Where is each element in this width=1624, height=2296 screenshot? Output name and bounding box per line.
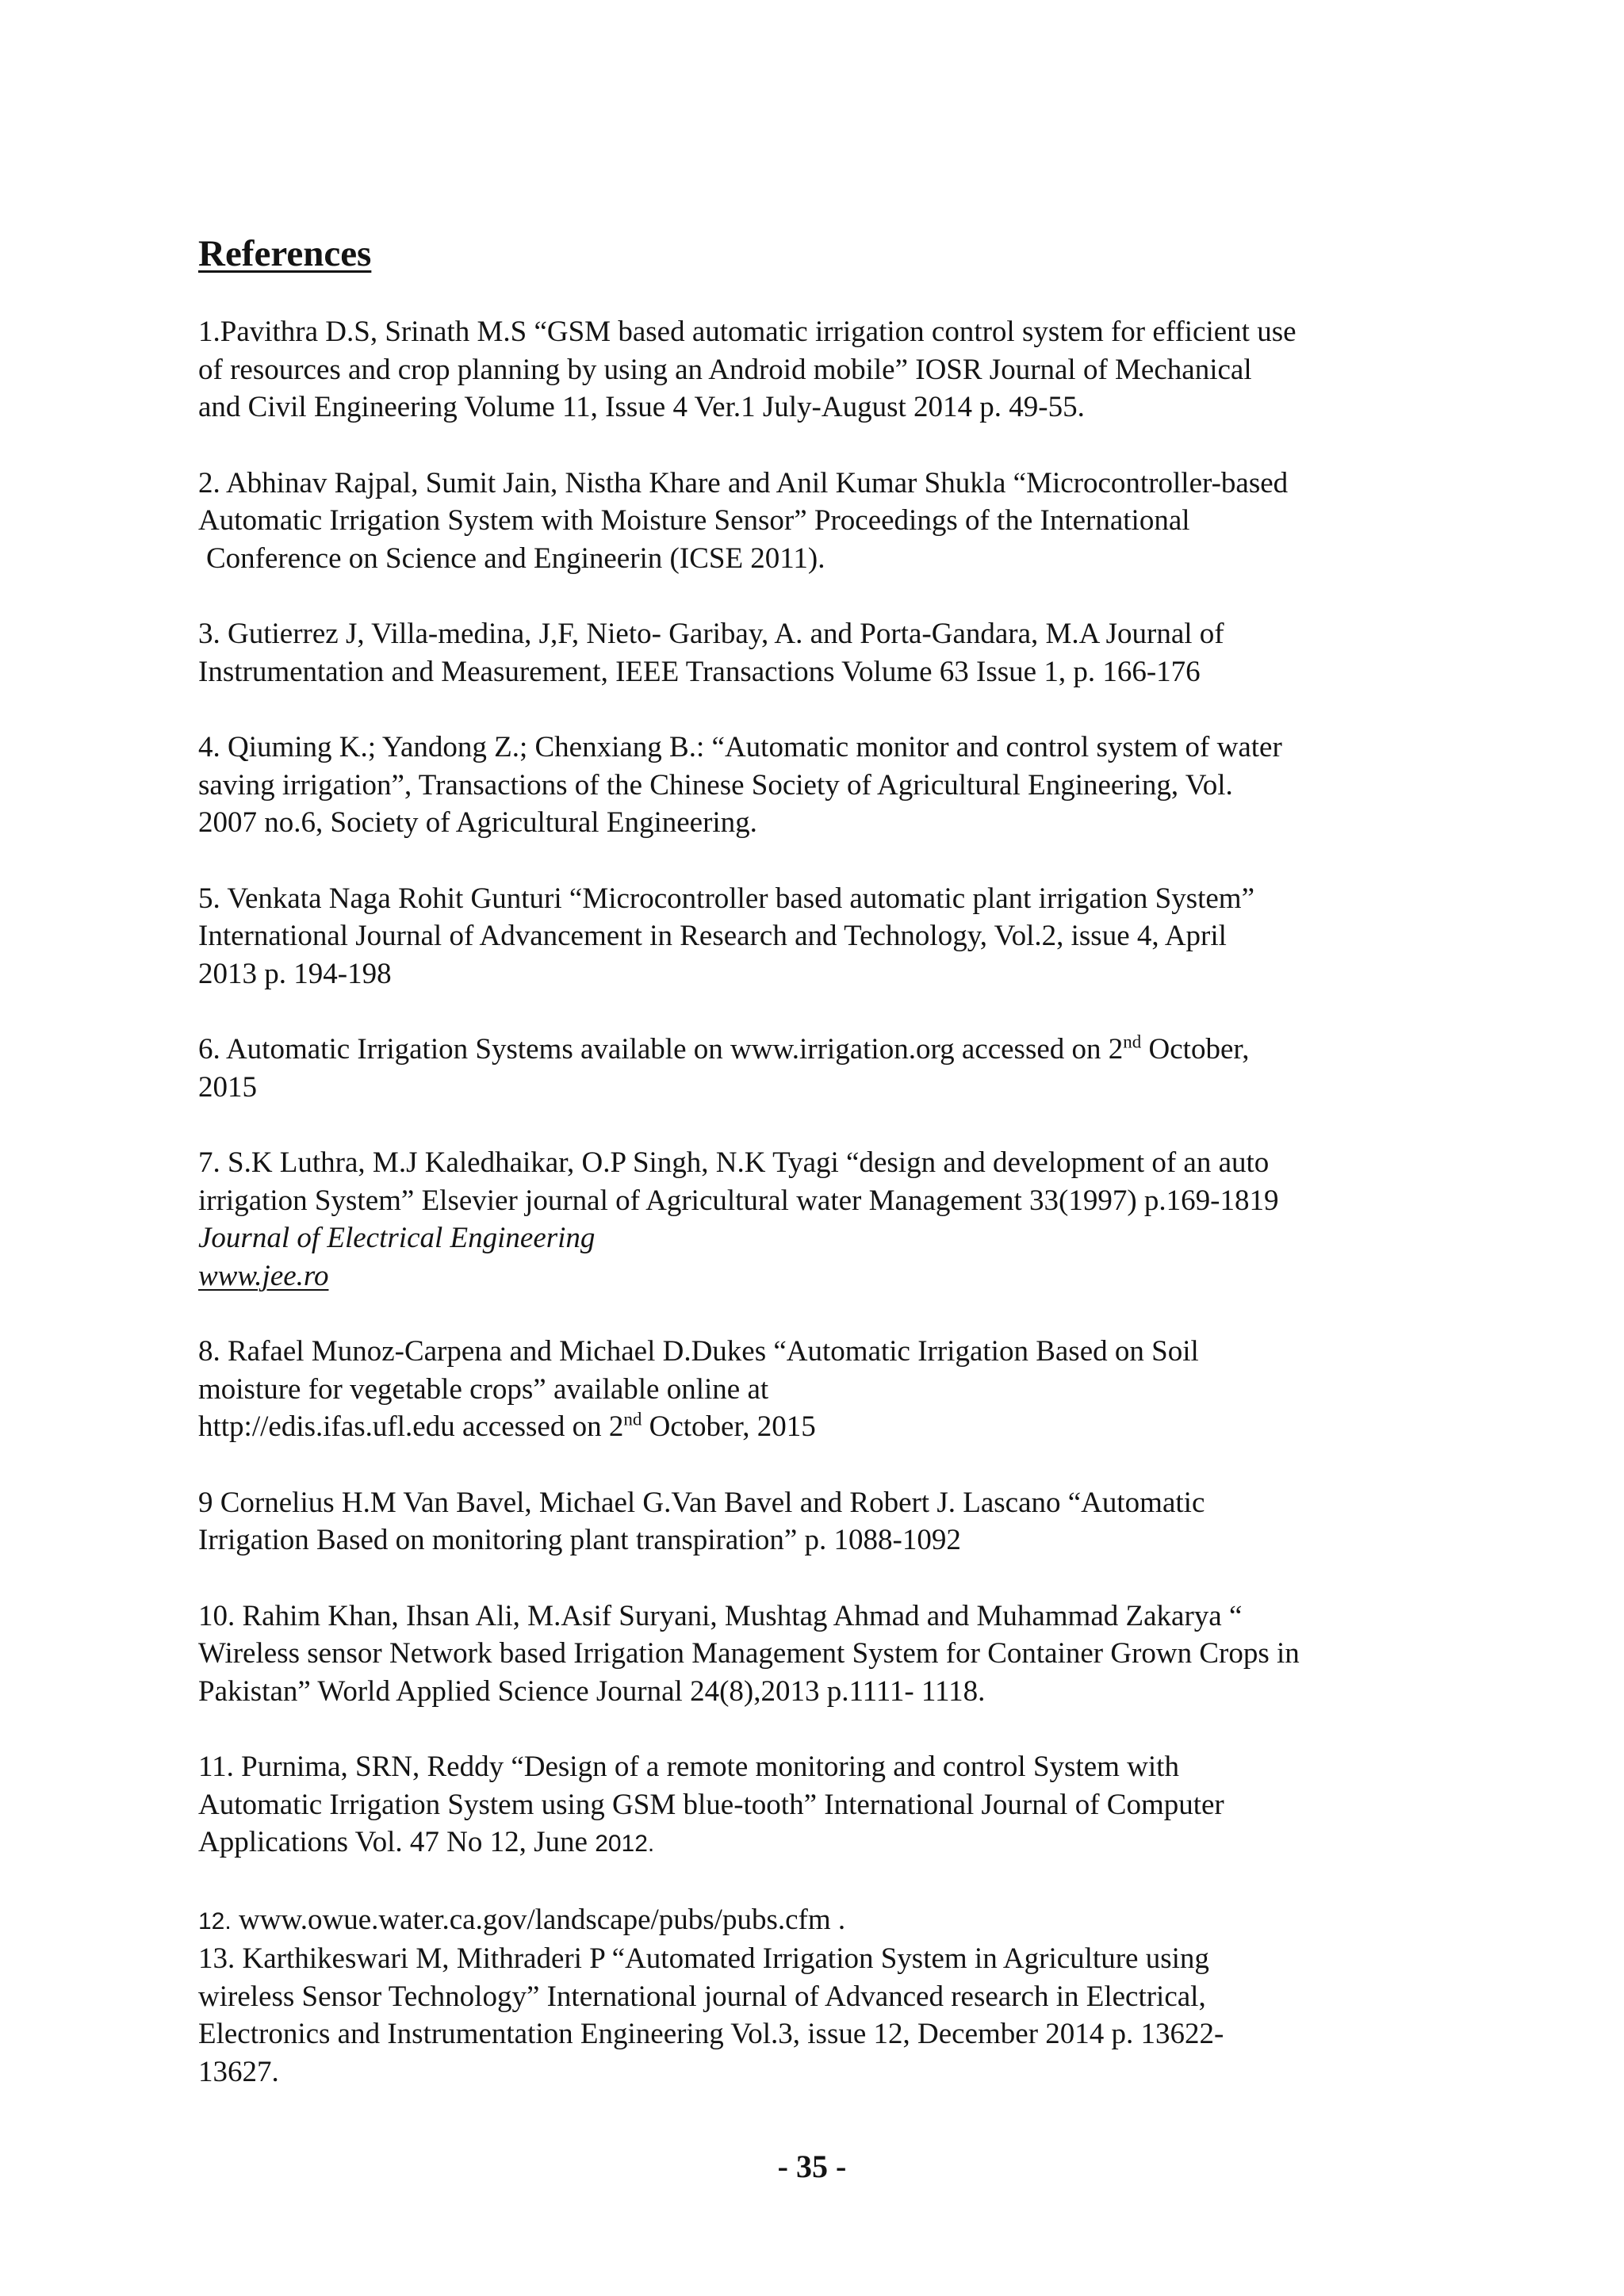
reference-2	[198, 465, 1483, 578]
reference-text: Applications Vol. 47 No 12, June	[198, 1826, 596, 1858]
reference-6	[198, 1031, 1483, 1106]
reference-line: Automatic Irrigation System using GSM blue-tooth” International Journal of Computer	[198, 1788, 1224, 1821]
reference-line: irrigation System” Elsevier journal of Agricultural water Management 33(1997) p.169-1819	[198, 1184, 1279, 1217]
reference-line: 11. Purnima, SRN, Reddy “Design of a remote monitoring and control System with	[198, 1751, 1179, 1783]
reference-line: wireless Sensor Technology” International journal of Advanced research in Electrical,	[198, 1980, 1206, 2013]
reference-1	[198, 313, 1483, 427]
reference-line: 2013 p. 194-198	[198, 957, 392, 990]
reference-5	[198, 880, 1483, 993]
reference-11	[198, 1748, 1483, 1863]
reference-line: 5. Venkata Naga Rohit Gunturi “Microcontroller based automatic plant irrigation System”	[198, 882, 1254, 915]
reference-text: October, 2015	[642, 1410, 816, 1443]
reference-line: 8. Rafael Munoz-Carpena and Michael D.Dukes “Automatic Irrigation Based on Soil	[198, 1335, 1199, 1368]
reference-line	[198, 1031, 1483, 1069]
reference-year: 2012.	[595, 1831, 655, 1857]
reference-line	[198, 1823, 1483, 1863]
reference-line: Conference on Science and Engineerin (ICSE 2011).	[206, 541, 825, 575]
page-number: - 35 -	[777, 2149, 847, 2184]
reference-line: of resources and crop planning by using an Android mobile” IOSR Journal of Mechanical	[198, 353, 1252, 386]
reference-line: Automatic Irrigation System with Moisture Sensor” Proceedings of the International	[198, 504, 1190, 537]
reference-text: October,	[1141, 1033, 1250, 1066]
reference-12	[198, 1901, 1483, 1941]
reference-line: International Journal of Advancement in Research and Technology, Vol.2, issue 4, April	[198, 920, 1227, 952]
reference-line: saving irrigation”, Transactions of the Chinese Society of Agricultural Engineering, Vol.	[198, 768, 1233, 802]
reference-line: Instrumentation and Measurement, IEEE Transactions Volume 63 Issue 1, p. 166-176	[198, 655, 1201, 688]
reference-line: and Civil Engineering Volume 11, Issue 4 Ver.1 July-August 2014 p. 49-55.	[198, 391, 1085, 423]
journal-website-link[interactable]: www.jee.ro	[198, 1259, 329, 1292]
reference-line	[198, 1408, 1483, 1446]
reference-line: Irrigation Based on monitoring plant transpiration” p. 1088-1092	[198, 1524, 961, 1556]
reference-line: Wireless sensor Network based Irrigation Management System for Container Grown Crops in	[198, 1637, 1300, 1670]
references-heading: References	[198, 233, 372, 274]
reference-9	[198, 1484, 1483, 1559]
reference-13	[198, 1940, 1483, 2091]
reference-url: www.owue.water.ca.gov/landscape/pubs/pubs.cfm .	[231, 1903, 846, 1936]
reference-8	[198, 1333, 1483, 1446]
reference-line: 13. Karthikeswari M, Mithraderi P “Automated Irrigation System in Agriculture using	[198, 1942, 1209, 1975]
reference-line: 7. S.K Luthra, M.J Kaledhaikar, O.P Singh, N.K Tyagi “design and development of an auto	[198, 1146, 1270, 1179]
reference-line: 2015	[198, 1070, 257, 1104]
reference-line: 10. Rahim Khan, Ihsan Ali, M.Asif Suryani, Mushtag Ahmad and Muhammad Zakarya “	[198, 1599, 1243, 1632]
reference-text: 6. Automatic Irrigation Systems available on www.irrigation.org accessed on 2	[198, 1033, 1124, 1066]
reference-number: 12.	[198, 1908, 232, 1934]
reference-line: Pakistan” World Applied Science Journal 24(8),2013 p.1111- 1118.	[198, 1674, 986, 1708]
reference-line: 2. Abhinav Rajpal, Sumit Jain, Nistha Khare and Anil Kumar Shukla “Microcontroller-based	[198, 466, 1289, 499]
reference-line: moisture for vegetable crops” available online at	[198, 1372, 769, 1406]
ordinal-suffix: nd	[623, 1409, 642, 1429]
reference-line: Electronics and Instrumentation Engineering Vol.3, issue 12, December 2014 p. 13622-	[198, 2018, 1224, 2050]
journal-name: Journal of Electrical Engineering	[198, 1222, 596, 1254]
reference-list	[198, 313, 1483, 2129]
reference-3	[198, 615, 1483, 691]
reference-line: 2007 no.6, Society of Agricultural Engineering.	[198, 806, 757, 839]
reference-10	[198, 1598, 1483, 1711]
reference-line: 1.Pavithra D.S, Srinath M.S “GSM based automatic irrigation control system for efficient use	[198, 316, 1297, 348]
reference-7	[198, 1144, 1483, 1295]
reference-line: 4. Qiuming K.; Yandong Z.; Chenxiang B.: “Automatic monitor and control system of water	[198, 731, 1282, 763]
reference-line: 9 Cornelius H.M Van Bavel, Michael G.Van Bavel and Robert J. Lascano “Automatic	[198, 1486, 1205, 1519]
reference-4	[198, 729, 1483, 842]
reference-line: 13627.	[198, 2055, 279, 2088]
reference-line	[198, 1901, 1483, 1941]
ordinal-suffix: nd	[1123, 1031, 1142, 1052]
reference-line: 3. Gutierrez J, Villa-medina, J,F, Nieto- Garibay, A. and Porta-Gandara, M.A Journal of	[198, 618, 1224, 650]
reference-text: http://edis.ifas.ufl.edu accessed on 2	[198, 1410, 624, 1443]
